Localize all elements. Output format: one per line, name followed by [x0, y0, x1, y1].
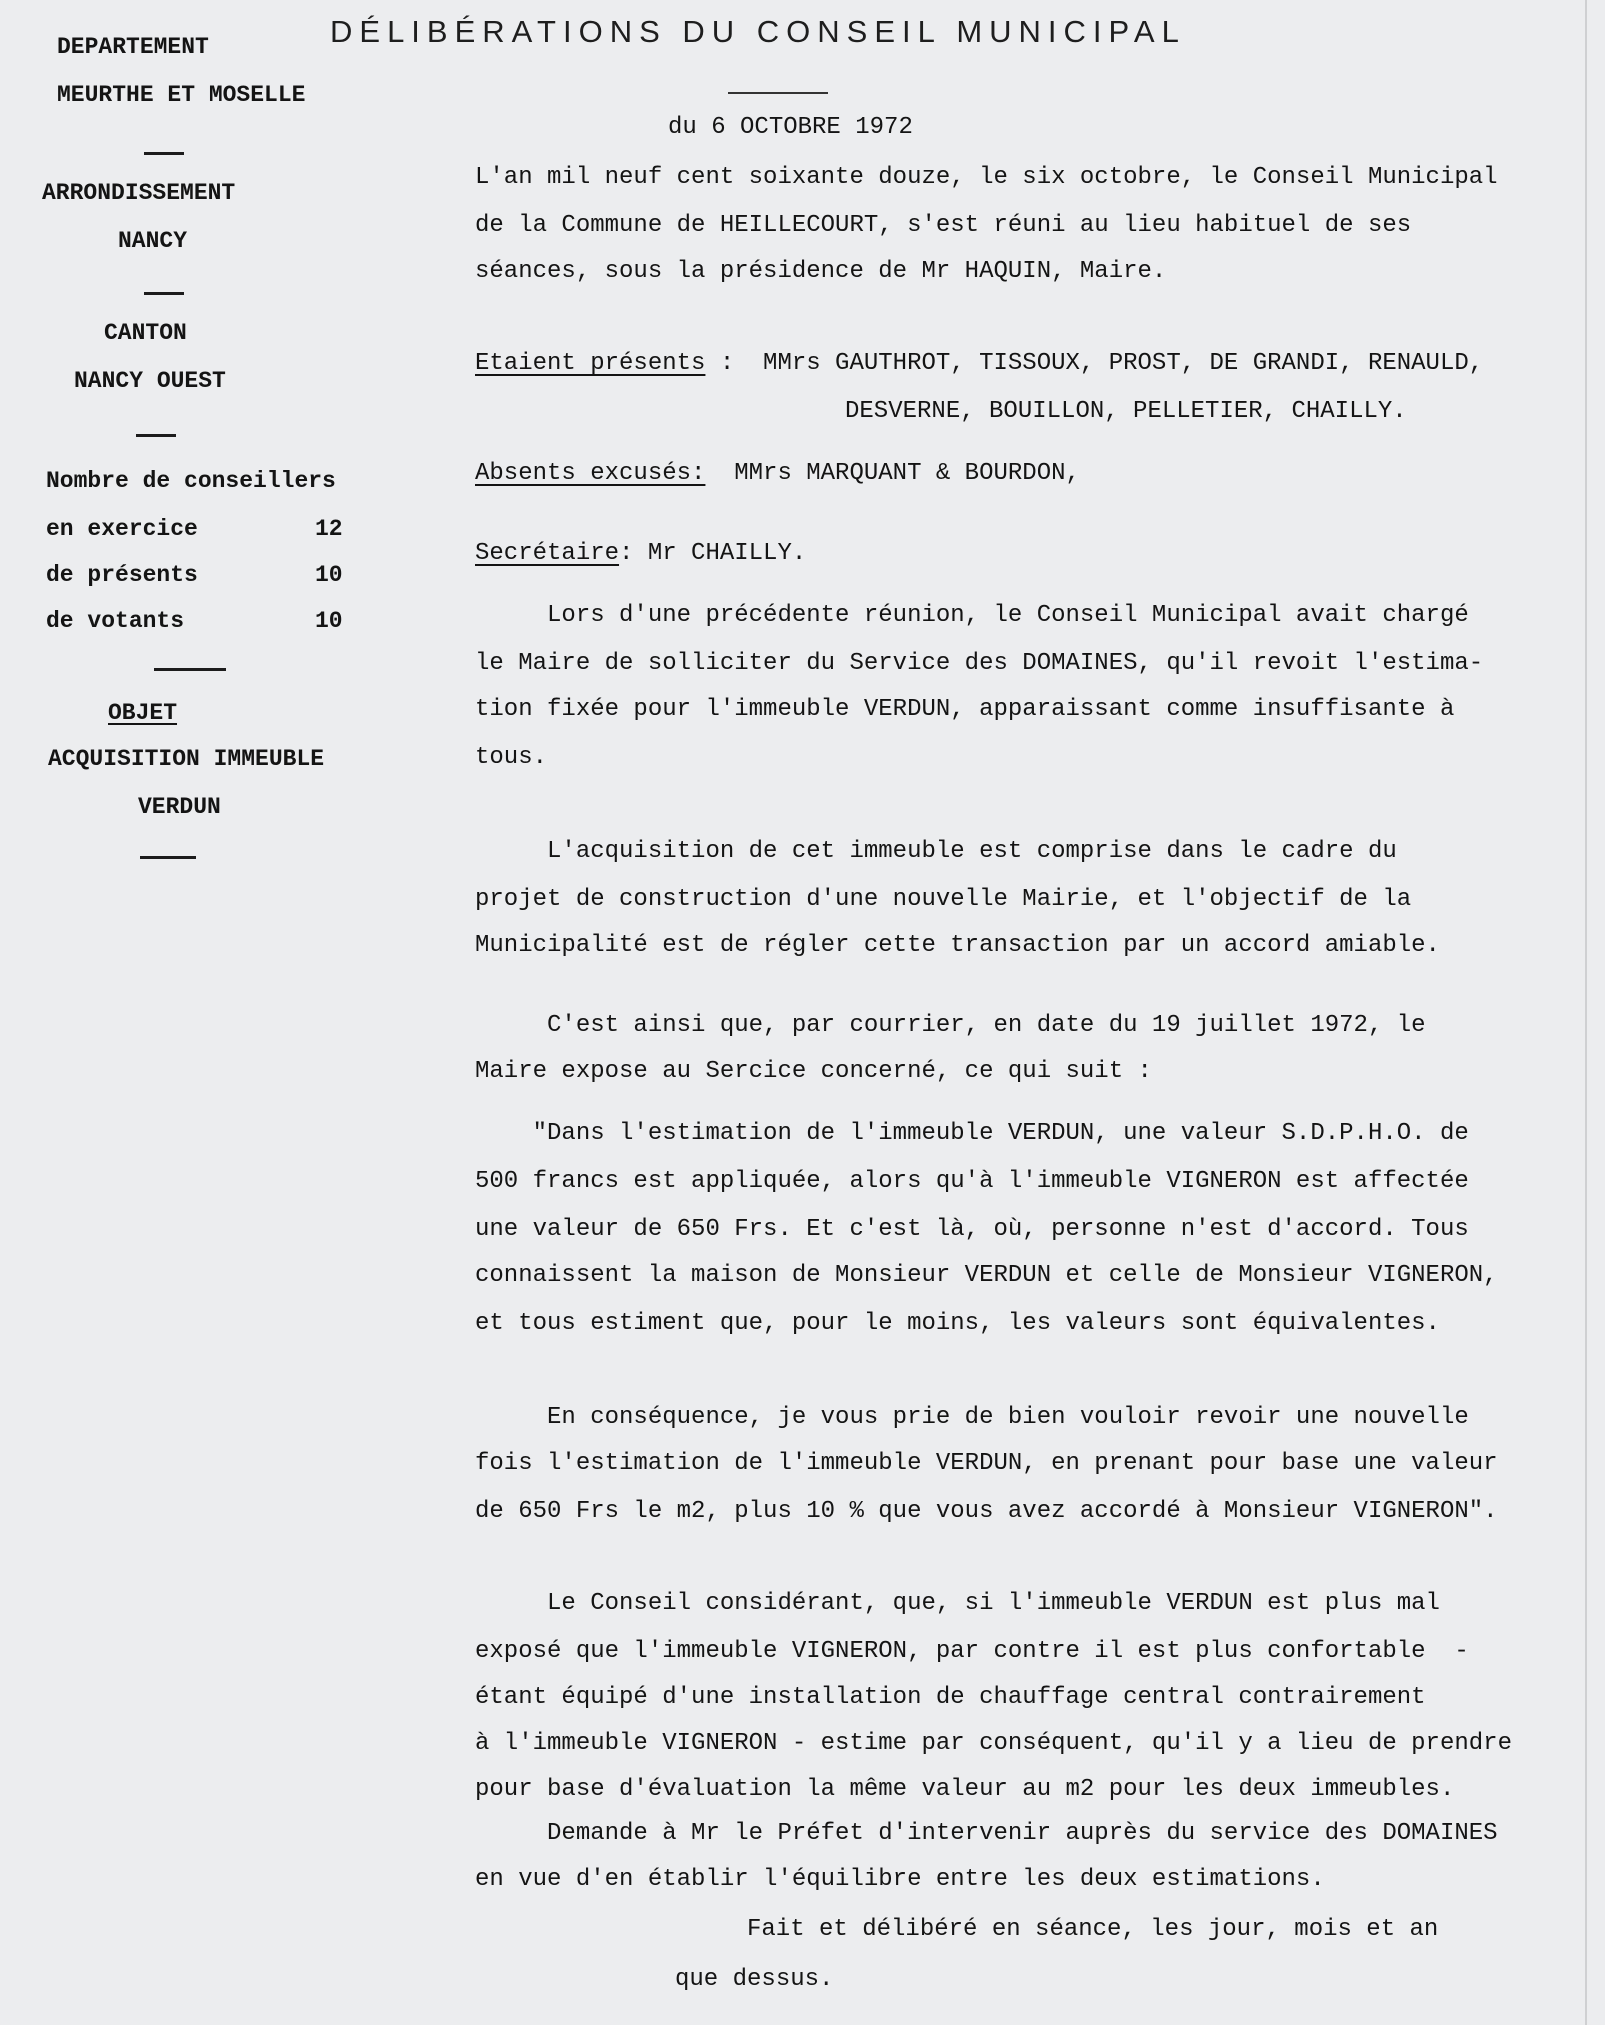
paragraph-line: projet de construction d'une nouvelle Mairie, et l'objectif de la — [475, 886, 1412, 913]
canton-label: CANTON — [104, 320, 187, 346]
intro-line: séances, sous la présidence de Mr HAQUIN, Maire. — [475, 258, 1167, 285]
paragraph-line: Municipalité est de régler cette transaction par un accord amiable. — [475, 932, 1440, 959]
paragraph-line: Maire expose au Sercice concerné, ce qui suit : — [475, 1058, 1152, 1085]
count-label: en exercice — [46, 516, 198, 542]
quote-line: "Dans l'estimation de l'immeuble VERDUN, une valeur S.D.P.H.O. de — [475, 1120, 1469, 1147]
paragraph-line: tion fixée pour l'immeuble VERDUN, apparaissant comme insuffisante à — [475, 696, 1455, 723]
departement-value: MEURTHE ET MOSELLE — [57, 82, 306, 108]
intro-line: L'an mil neuf cent soixante douze, le six octobre, le Conseil Municipal — [475, 164, 1498, 191]
title-divider — [728, 92, 828, 94]
quote-line: fois l'estimation de l'immeuble VERDUN, en prenant pour base une valeur — [475, 1450, 1498, 1477]
paragraph-line: Lors d'une précédente réunion, le Conseil Municipal avait chargé — [475, 602, 1469, 629]
meeting-date: du 6 OCTOBRE 1972 — [668, 114, 913, 141]
objet-label: OBJET — [108, 700, 178, 726]
paragraph-line: à l'immeuble VIGNERON - estime par conséquent, qu'il y a lieu de prendre — [475, 1730, 1512, 1757]
arrondissement-value: NANCY — [118, 228, 188, 254]
intro-line: de la Commune de HEILLECOURT, s'est réuni au lieu habituel de ses — [475, 212, 1412, 239]
count-label: de votants — [46, 608, 185, 634]
absents-label: Absents excusés: — [475, 460, 706, 487]
canton-value: NANCY OUEST — [74, 368, 226, 394]
presents-line — [475, 350, 1483, 377]
secretaire-name: : Mr CHAILLY. — [619, 540, 807, 567]
paragraph-line: L'acquisition de cet immeuble est comprise dans le cadre du — [475, 838, 1397, 865]
paragraph-line: Demande à Mr le Préfet d'intervenir auprès du service des DOMAINES — [475, 1820, 1498, 1847]
secretaire-line — [475, 540, 806, 567]
margin-divider — [144, 292, 184, 295]
quote-line: de 650 Frs le m2, plus 10 % que vous avez accordé à Monsieur VIGNERON". — [475, 1498, 1498, 1525]
paragraph-line: exposé que l'immeuble VIGNERON, par contre il est plus confortable - — [475, 1638, 1469, 1665]
arrondissement-label: ARRONDISSEMENT — [42, 180, 236, 206]
paragraph-line: Le Conseil considérant, que, si l'immeuble VERDUN est plus mal — [475, 1590, 1440, 1617]
absents-names: MMrs MARQUANT & BOURDON, — [705, 460, 1080, 487]
quote-line: connaissent la maison de Monsieur VERDUN et celle de Monsieur VIGNERON, — [475, 1262, 1498, 1289]
paragraph-line: pour base d'évaluation la même valeur au m2 pour les deux immeubles. — [475, 1776, 1455, 1803]
count-value: 10 — [315, 562, 343, 588]
margin-divider — [136, 434, 176, 437]
margin-divider — [154, 668, 226, 671]
quote-line: une valeur de 650 Frs. Et c'est là, où, personne n'est d'accord. Tous — [475, 1216, 1469, 1243]
departement-label: DEPARTEMENT — [57, 34, 209, 60]
quote-line: En conséquence, je vous prie de bien vouloir revoir une nouvelle — [475, 1404, 1469, 1431]
count-value: 12 — [315, 516, 343, 542]
paragraph-line: étant équipé d'une installation de chauffage central contrairement — [475, 1684, 1426, 1711]
closing-line: Fait et délibéré en séance, les jour, mois et an — [747, 1916, 1439, 1943]
presents-separator: : — [705, 350, 764, 377]
paragraph-line: C'est ainsi que, par courrier, en date du 19 juillet 1972, le — [475, 1012, 1426, 1039]
margin-divider — [140, 856, 196, 859]
objet-line: ACQUISITION IMMEUBLE — [48, 746, 325, 772]
objet-line: VERDUN — [138, 794, 221, 820]
paragraph-line: le Maire de solliciter du Service des DOMAINES, qu'il revoit l'estima- — [475, 650, 1484, 677]
presents-names-continued: DESVERNE, BOUILLON, PELLETIER, CHAILLY. — [845, 398, 1407, 425]
count-label: de présents — [46, 562, 198, 588]
quote-line: 500 francs est appliquée, alors qu'à l'immeuble VIGNERON est affectée — [475, 1168, 1469, 1195]
presents-label: Etaient présents — [475, 350, 706, 377]
counts-title: Nombre de conseillers — [46, 468, 336, 494]
absents-line — [475, 460, 1080, 487]
document-title: DÉLIBÉRATIONS DU CONSEIL MUNICIPAL — [330, 14, 1186, 49]
closing-line: que dessus. — [675, 1966, 834, 1993]
page-edge-line — [1585, 0, 1587, 2025]
paragraph-line: en vue d'en établir l'équilibre entre les deux estimations. — [475, 1866, 1325, 1893]
paragraph-line: tous. — [475, 744, 548, 771]
presents-names: MMrs GAUTHROT, TISSOUX, PROST, DE GRANDI, RENAULD, — [763, 350, 1484, 377]
quote-line: et tous estiment que, pour le moins, les valeurs sont équivalentes. — [475, 1310, 1440, 1337]
count-value: 10 — [315, 608, 343, 634]
secretaire-label: Secrétaire — [475, 540, 620, 567]
margin-divider — [144, 152, 184, 155]
